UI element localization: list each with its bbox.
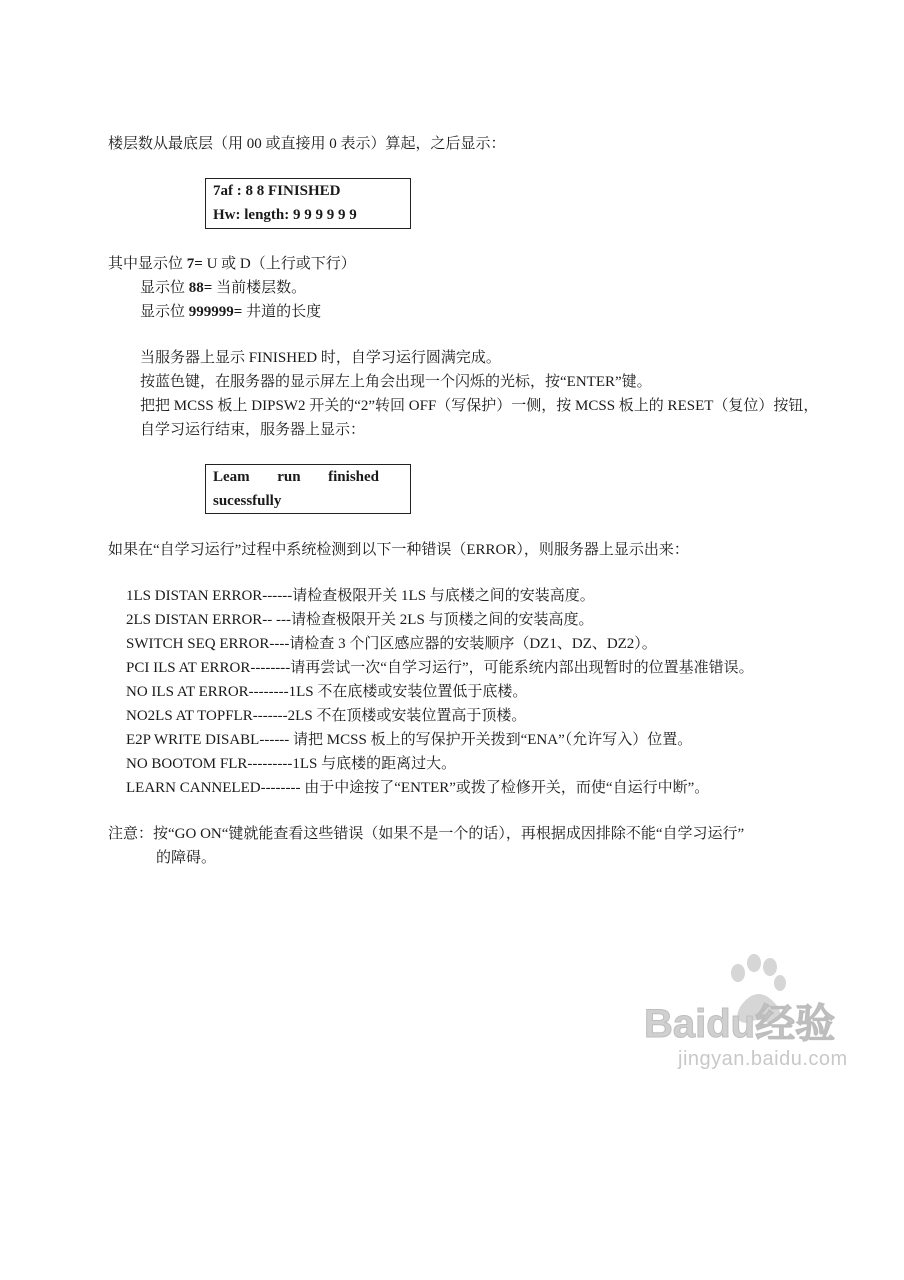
intro-text: 楼层数从最底层（用 00 或直接用 0 表示）算起，之后显示： [108,136,506,152]
display-box-finished [205,178,411,229]
baidu-logo [640,945,880,1065]
explain-line-2: 显示位 88= 当前楼层数。 [140,280,307,296]
watermark-url: jingyan.baidu.com [678,1048,848,1070]
error-item: SWITCH SEQ ERROR----请检查 3 个门区感应器的安装顺序（DZ1、DZ、DZ2）。 [126,636,657,652]
error-item: 2LS DISTAN ERROR-- ---请检查极限开关 2LS 与顶楼之间的安装高度。 [126,612,594,628]
error-item: LEARN CANNELED-------- 由于中途按了“ENTER”或拨了检修开关，而使“自运行中断”。 [126,780,710,796]
error-item: NO2LS AT TOPFLR-------2LS 不在顶楼或安装位置高于顶楼。 [126,708,527,724]
errors-intro: 如果在“自学习运行”过程中系统检测到以下一种错误（ERROR），则服务器上显示出来： [108,542,689,558]
error-item: PCI ILS AT ERROR--------请再尝试一次“自学习运行”，可能系统内部出现暂时的位置基准错误。 [126,660,754,676]
error-item: 1LS DISTAN ERROR------请检查极限开关 1LS 与底楼之间的安装高度。 [126,588,595,604]
display2-line-2: sucessfully [213,493,282,509]
note-line-2: 的障碍。 [156,850,217,866]
step-1: 当服务器上显示 FINISHED 时，自学习运行圆满完成。 [140,350,501,366]
step-2: 按蓝色键，在服务器的显示屏左上角会出现一个闪烁的光标，按“ENTER”键。 [140,374,652,390]
explain-line-1: 其中显示位 7= U 或 D（上行或下行） [108,256,356,272]
error-item: E2P WRITE DISABL------ 请把 MCSS 板上的写保护开关拨到“ENA”（允许写入）位置。 [126,732,693,748]
step-3: 把把 MCSS 板上 DIPSW2 开关的“2”转回 OFF（写保护）一侧，按 MCSS 板上的 RESET（复位）按钮， [140,398,819,414]
display-line-1: 7af : 8 8 FINISHED [213,183,341,199]
note-line-1: 注意：按“GO ON“键就能查看这些错误（如果不是一个的话），再根据成因排除不能“自学习运行” [108,826,745,842]
step-4: 自学习运行结束，服务器上显示： [140,422,366,438]
error-item: NO BOOTOM FLR---------1LS 与底楼的距离过大。 [126,756,457,772]
error-item: NO ILS AT ERROR--------1LS 不在底楼或安装位置低于底楼。 [126,684,528,700]
baidu-logo-text: Baidu经验 [644,1002,836,1046]
display-line-2: Hw: length: 9 9 9 9 9 9 [213,207,357,223]
display2-line-1: Leam run finished [213,469,379,485]
display-box-learn-finished [205,464,411,514]
explain-line-3: 显示位 999999= 井道的长度 [140,304,322,320]
